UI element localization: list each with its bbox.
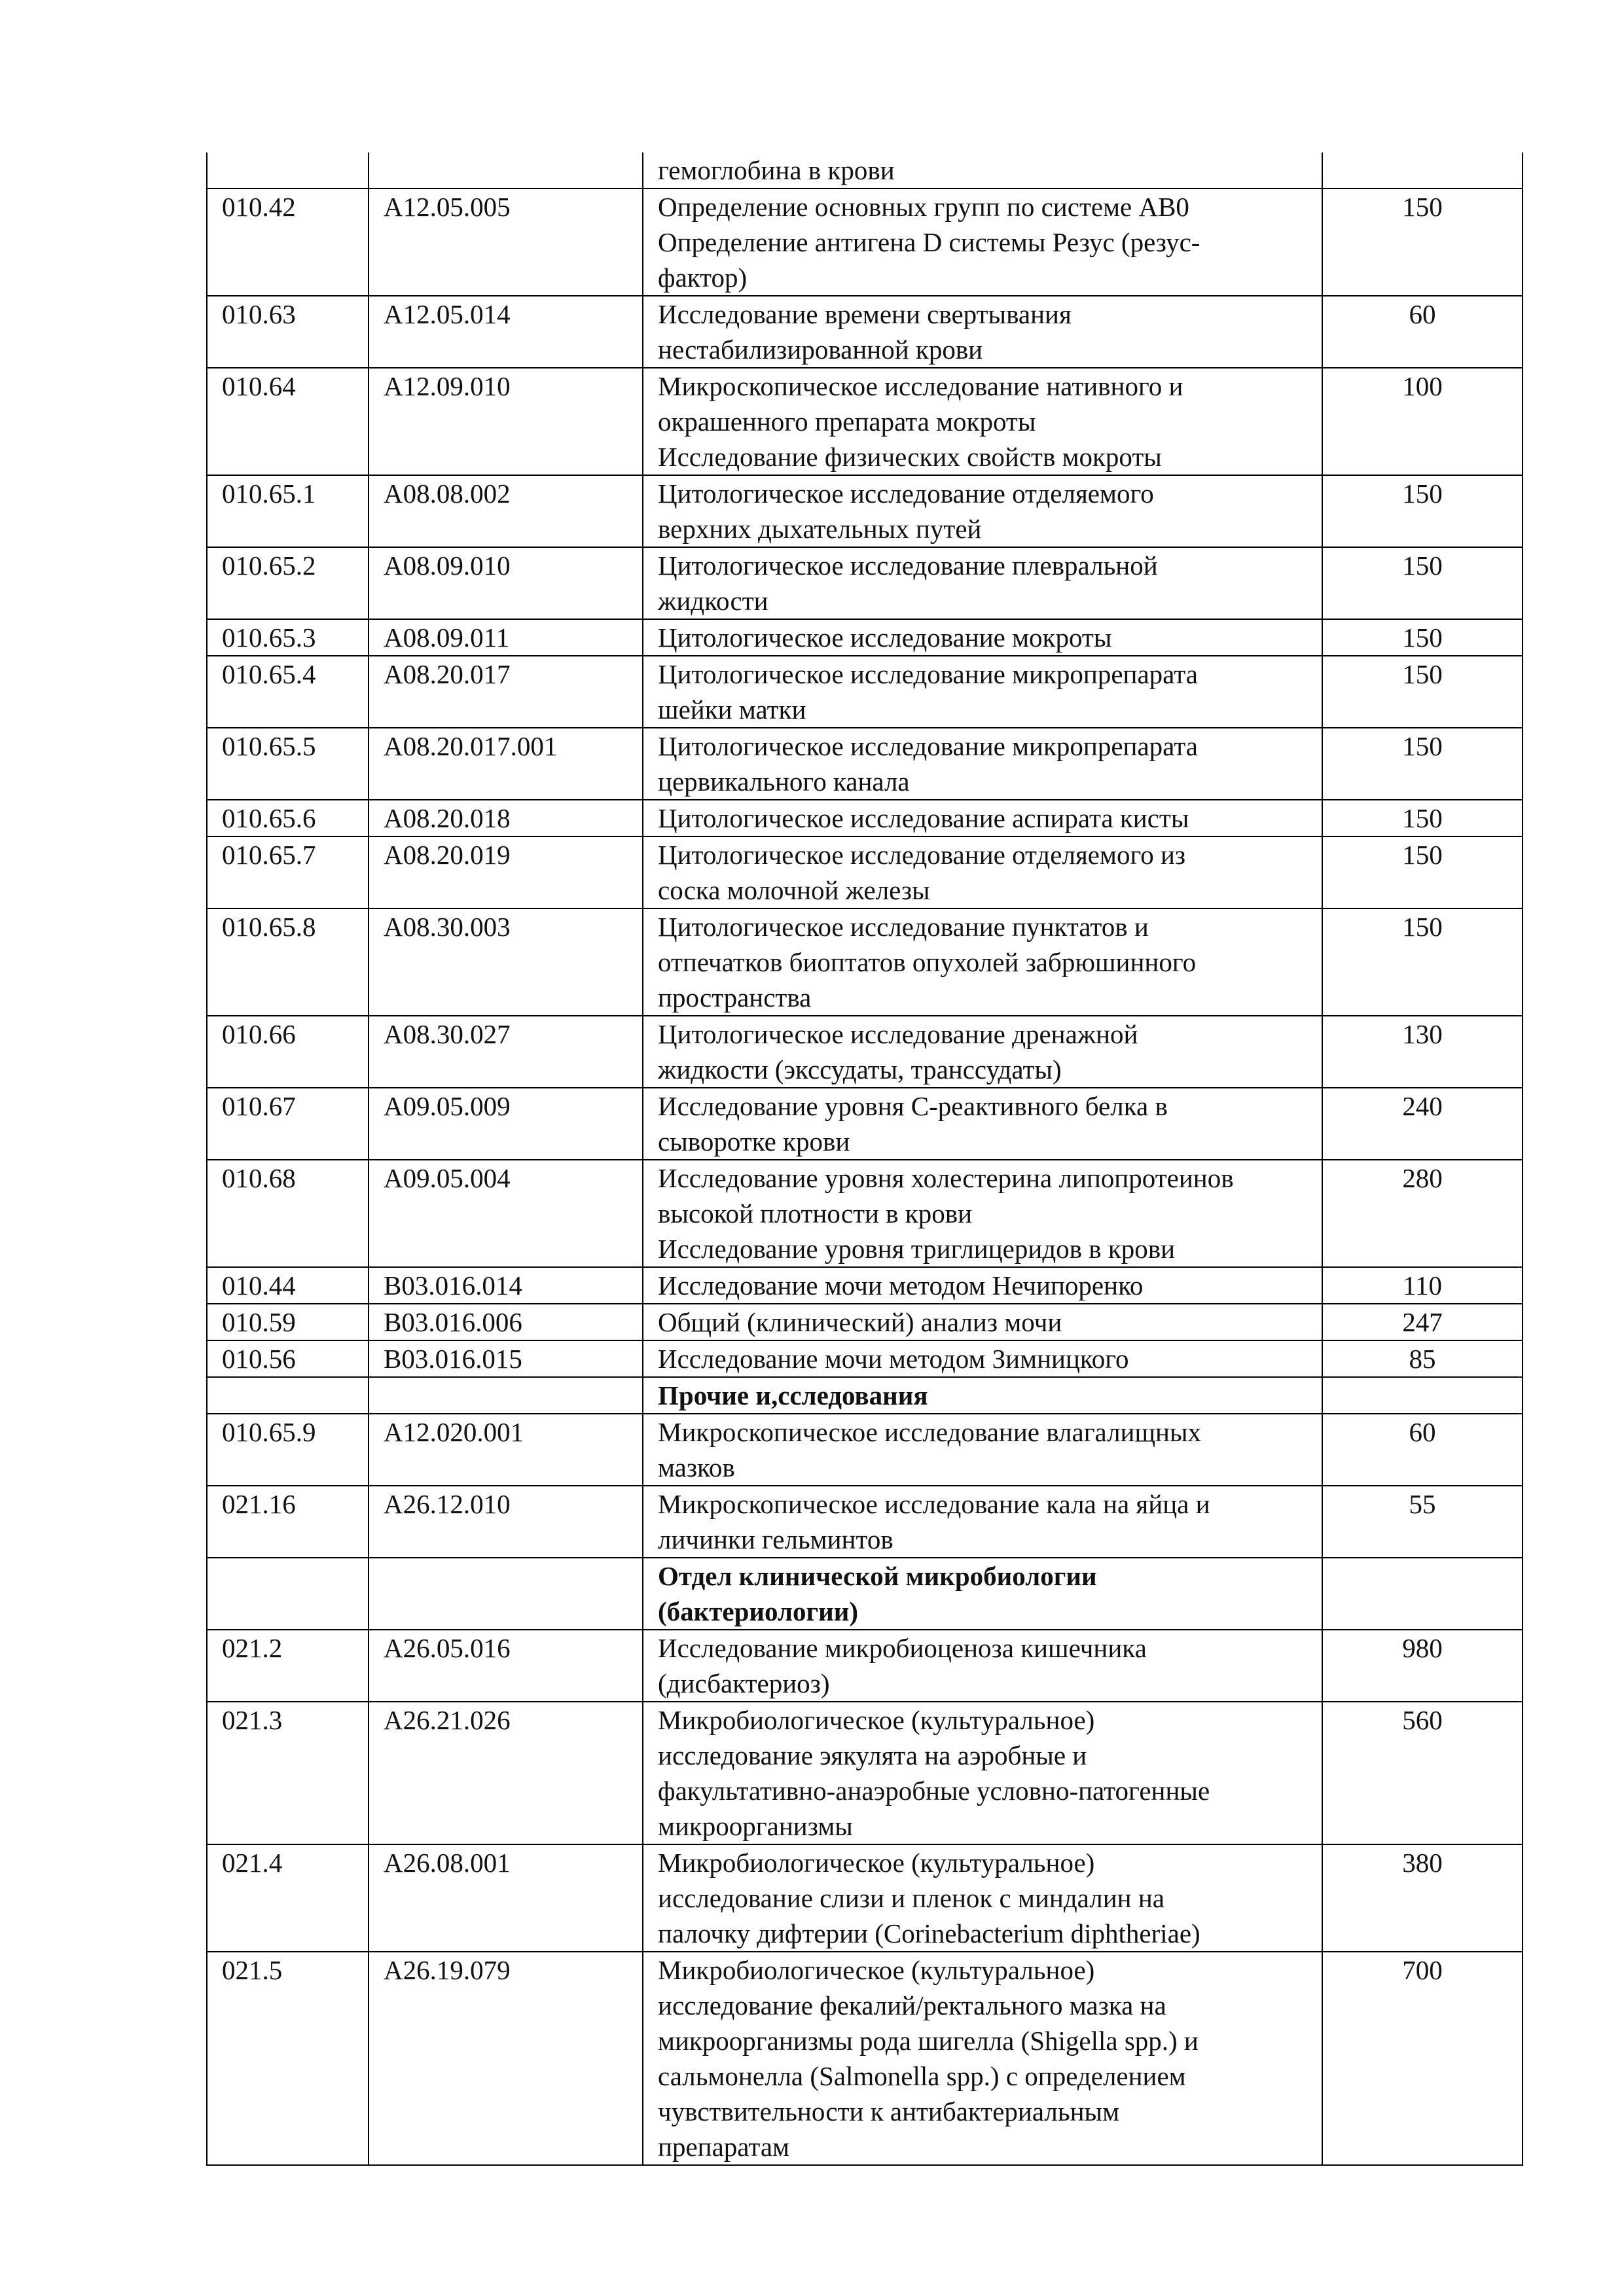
table-row [207, 1088, 1523, 1160]
service-code-cell: A08.20.019 [369, 836, 643, 908]
service-name-line: Исследование уровня холестерина липопротеинов [658, 1163, 1234, 1193]
service-name-line: шейки матки [658, 694, 806, 725]
code-cell: 010.65.4 [207, 656, 369, 728]
table-row [207, 800, 1523, 836]
table-row [207, 1486, 1523, 1558]
price-cell: 100 [1322, 368, 1523, 475]
service-name-cell [643, 800, 1322, 836]
table-row [207, 619, 1523, 656]
code-cell [207, 1558, 369, 1630]
service-name-cell [643, 1267, 1322, 1304]
section-title-line: (бактериологии) [658, 1596, 859, 1626]
service-name-line: исследование эякулята на аэробные и [658, 1740, 1087, 1770]
service-code-cell: A08.20.017.001 [369, 728, 643, 800]
service-name-line: гемоглобина в крови [658, 155, 895, 185]
service-name-line: Микроскопическое исследование влагалищных [658, 1417, 1202, 1447]
table-row [207, 475, 1523, 547]
code-cell: 010.42 [207, 188, 369, 296]
price-cell [1322, 152, 1523, 188]
service-name-cell [643, 1160, 1322, 1267]
section-title-cell [643, 1377, 1322, 1414]
service-name-line: Исследование уровня С-реактивного белка в [658, 1091, 1168, 1121]
service-name-cell [643, 368, 1322, 475]
service-code-cell: A09.05.004 [369, 1160, 643, 1267]
service-code-cell: A08.09.011 [369, 619, 643, 656]
table-row [207, 1340, 1523, 1377]
code-cell: 010.68 [207, 1160, 369, 1267]
service-name-line: палочку дифтерии (Corinebacterium diphtheriae) [658, 1918, 1200, 1948]
service-code-cell: A08.30.003 [369, 908, 643, 1016]
service-name-line: нестабилизированной крови [658, 334, 983, 365]
service-code-cell: B03.016.006 [369, 1304, 643, 1340]
code-cell [207, 1377, 369, 1414]
table-row [207, 547, 1523, 619]
service-name-cell [643, 1844, 1322, 1952]
service-name-line: высокой плотности в крови [658, 1198, 973, 1229]
service-name-line: отпечатков биоптатов опухолей забрюшинного [658, 947, 1197, 977]
code-cell: 010.65.5 [207, 728, 369, 800]
service-name-line: факультативно-анаэробные условно-патогенные [658, 1776, 1210, 1806]
service-name-line: препаратам [658, 2132, 789, 2162]
code-cell: 010.44 [207, 1267, 369, 1304]
service-name-line: Цитологическое исследование микропрепарата [658, 659, 1198, 689]
service-name-line: сальмонелла (Salmonella spp.) с определением [658, 2061, 1186, 2091]
table-row [207, 368, 1523, 475]
service-code-cell [369, 1377, 643, 1414]
table-row [207, 1016, 1523, 1088]
service-code-cell: A12.05.005 [369, 188, 643, 296]
service-name-cell [643, 728, 1322, 800]
service-name-line: верхних дыхательных путей [658, 514, 982, 544]
service-code-cell: A08.09.010 [369, 547, 643, 619]
service-name-line: фактор) [658, 262, 748, 293]
service-name-line: Цитологическое исследование мокроты [658, 622, 1112, 653]
service-code-cell: A09.05.009 [369, 1088, 643, 1160]
service-name-line: пространства [658, 982, 812, 1013]
service-name-line: Исследование физических свойств мокроты [658, 442, 1162, 472]
service-name-line: жидкости [658, 586, 768, 616]
service-code-cell: A08.20.018 [369, 800, 643, 836]
code-cell: 010.65.8 [207, 908, 369, 1016]
code-cell: 010.65.9 [207, 1414, 369, 1486]
section-row [207, 1377, 1523, 1414]
code-cell: 021.5 [207, 1952, 369, 2165]
service-name-cell [643, 1414, 1322, 1486]
price-cell: 150 [1322, 908, 1523, 1016]
section-title-line: Отдел клинической микробиологии [658, 1561, 1097, 1591]
table-row [207, 836, 1523, 908]
service-name-line: исследование фекалий/ректального мазка на [658, 1990, 1166, 2020]
table-row [207, 1952, 1523, 2165]
service-name-cell [643, 1952, 1322, 2165]
code-cell: 010.65.6 [207, 800, 369, 836]
service-code-cell: A08.20.017 [369, 656, 643, 728]
service-code-cell: A26.08.001 [369, 1844, 643, 1952]
price-cell: 247 [1322, 1304, 1523, 1340]
price-list-table [206, 152, 1523, 2166]
service-name-line: Микроскопическое исследование кала на яйца и [658, 1489, 1210, 1519]
service-name-line: Определение антигена D системы Резус (резус- [658, 227, 1200, 257]
service-name-line: Исследование мочи методом Нечипоренко [658, 1270, 1144, 1300]
service-name-cell [643, 475, 1322, 547]
price-cell: 85 [1322, 1340, 1523, 1377]
service-name-line: Микробиологическое (культуральное) [658, 1848, 1095, 1878]
table-row [207, 1304, 1523, 1340]
section-title-cell [643, 1558, 1322, 1630]
service-name-line: цервикального канала [658, 766, 910, 797]
table-row [207, 1267, 1523, 1304]
service-name-line: Общий (клинический) анализ мочи [658, 1307, 1062, 1337]
price-cell: 980 [1322, 1630, 1523, 1702]
service-code-cell: A26.19.079 [369, 1952, 643, 2165]
service-code-cell: B03.016.014 [369, 1267, 643, 1304]
service-name-cell [643, 1702, 1322, 1844]
service-name-cell [643, 1486, 1322, 1558]
price-cell: 280 [1322, 1160, 1523, 1267]
service-code-cell: A12.05.014 [369, 296, 643, 368]
code-cell: 010.65.2 [207, 547, 369, 619]
price-cell: 110 [1322, 1267, 1523, 1304]
code-cell: 021.16 [207, 1486, 369, 1558]
service-name-cell [643, 152, 1322, 188]
table-row [207, 656, 1523, 728]
service-name-line: окрашенного препарата мокроты [658, 406, 1036, 437]
service-name-cell [643, 1088, 1322, 1160]
service-name-line: Цитологическое исследование отделяемого [658, 478, 1154, 509]
service-code-cell: A26.05.016 [369, 1630, 643, 1702]
table-row [207, 1414, 1523, 1486]
table-row [207, 1630, 1523, 1702]
service-code-cell: A12.020.001 [369, 1414, 643, 1486]
price-cell: 560 [1322, 1702, 1523, 1844]
service-code-cell: A26.21.026 [369, 1702, 643, 1844]
code-cell: 010.63 [207, 296, 369, 368]
code-cell: 010.66 [207, 1016, 369, 1088]
code-cell: 010.56 [207, 1340, 369, 1377]
service-name-line: Исследование микробиоценоза кишечника [658, 1633, 1147, 1663]
table-row [207, 1160, 1523, 1267]
code-cell: 010.65.3 [207, 619, 369, 656]
price-cell: 150 [1322, 656, 1523, 728]
service-name-line: исследование слизи и пленок с миндалин на [658, 1883, 1164, 1913]
price-cell: 240 [1322, 1088, 1523, 1160]
service-name-cell [643, 1340, 1322, 1377]
price-cell: 150 [1322, 547, 1523, 619]
service-name-line: (дисбактериоз) [658, 1668, 830, 1698]
service-name-line: Микробиологическое (культуральное) [658, 1955, 1095, 1985]
service-code-cell [369, 1558, 643, 1630]
service-name-line: Цитологическое исследование плевральной [658, 550, 1158, 581]
code-cell: 021.3 [207, 1702, 369, 1844]
table-row [207, 152, 1523, 188]
service-name-cell [643, 836, 1322, 908]
service-name-line: жидкости (экссудаты, транссудаты) [658, 1054, 1062, 1085]
service-name-cell [643, 547, 1322, 619]
code-cell [207, 152, 369, 188]
service-name-line: Микроскопическое исследование нативного и [658, 371, 1183, 401]
service-code-cell: B03.016.015 [369, 1340, 643, 1377]
service-name-cell [643, 908, 1322, 1016]
service-code-cell: A12.09.010 [369, 368, 643, 475]
service-code-cell: A08.30.027 [369, 1016, 643, 1088]
price-cell: 700 [1322, 1952, 1523, 2165]
service-name-line: Цитологическое исследование отделяемого из [658, 840, 1186, 870]
service-name-cell [643, 1630, 1322, 1702]
table-row [207, 908, 1523, 1016]
code-cell: 021.2 [207, 1630, 369, 1702]
price-cell: 150 [1322, 188, 1523, 296]
service-name-line: Исследование времени свертывания [658, 299, 1072, 329]
price-cell [1322, 1558, 1523, 1630]
price-cell [1322, 1377, 1523, 1414]
service-name-line: Исследование уровня триглицеридов в крови [658, 1234, 1176, 1264]
service-name-line: Исследование мочи методом Зимницкого [658, 1344, 1129, 1374]
code-cell: 010.65.1 [207, 475, 369, 547]
service-name-line: соска молочной железы [658, 875, 930, 905]
service-name-line: микроорганизмы [658, 1811, 853, 1841]
price-cell: 130 [1322, 1016, 1523, 1088]
table-row [207, 1844, 1523, 1952]
service-name-cell [643, 188, 1322, 296]
service-name-cell [643, 619, 1322, 656]
code-cell: 010.65.7 [207, 836, 369, 908]
price-cell: 150 [1322, 475, 1523, 547]
table-row [207, 1702, 1523, 1844]
code-cell: 010.59 [207, 1304, 369, 1340]
service-name-line: Микробиологическое (культуральное) [658, 1705, 1095, 1735]
service-name-line: Цитологическое исследование пунктатов и [658, 912, 1149, 942]
service-name-cell [643, 1304, 1322, 1340]
code-cell: 010.67 [207, 1088, 369, 1160]
code-cell: 010.64 [207, 368, 369, 475]
table-row [207, 188, 1523, 296]
service-code-cell [369, 152, 643, 188]
price-cell: 150 [1322, 800, 1523, 836]
section-title-line: Прочие и,сследования [658, 1380, 928, 1410]
service-code-cell: A08.08.002 [369, 475, 643, 547]
price-cell: 380 [1322, 1844, 1523, 1952]
service-name-line: чувствительности к антибактериальным [658, 2096, 1120, 2126]
service-name-line: Определение основных групп по системе AB0 [658, 192, 1189, 222]
service-code-cell: A26.12.010 [369, 1486, 643, 1558]
service-name-line: личинки гельминтов [658, 1524, 893, 1554]
price-cell: 60 [1322, 296, 1523, 368]
price-list-body [207, 152, 1523, 2165]
section-row [207, 1558, 1523, 1630]
price-cell: 60 [1322, 1414, 1523, 1486]
service-name-cell [643, 656, 1322, 728]
price-cell: 150 [1322, 728, 1523, 800]
service-name-line: микроорганизмы рода шигелла (Shigella spp.) и [658, 2026, 1199, 2056]
service-name-line: Цитологическое исследование аспирата кисты [658, 803, 1189, 833]
service-name-line: мазков [658, 1452, 735, 1482]
code-cell: 021.4 [207, 1844, 369, 1952]
price-cell: 55 [1322, 1486, 1523, 1558]
service-name-line: сыворотке крови [658, 1126, 850, 1157]
service-name-cell [643, 1016, 1322, 1088]
table-row [207, 296, 1523, 368]
service-name-line: Цитологическое исследование микропрепарата [658, 731, 1198, 761]
table-row [207, 728, 1523, 800]
service-name-line: Цитологическое исследование дренажной [658, 1019, 1138, 1049]
service-name-cell [643, 296, 1322, 368]
price-cell: 150 [1322, 836, 1523, 908]
price-cell: 150 [1322, 619, 1523, 656]
